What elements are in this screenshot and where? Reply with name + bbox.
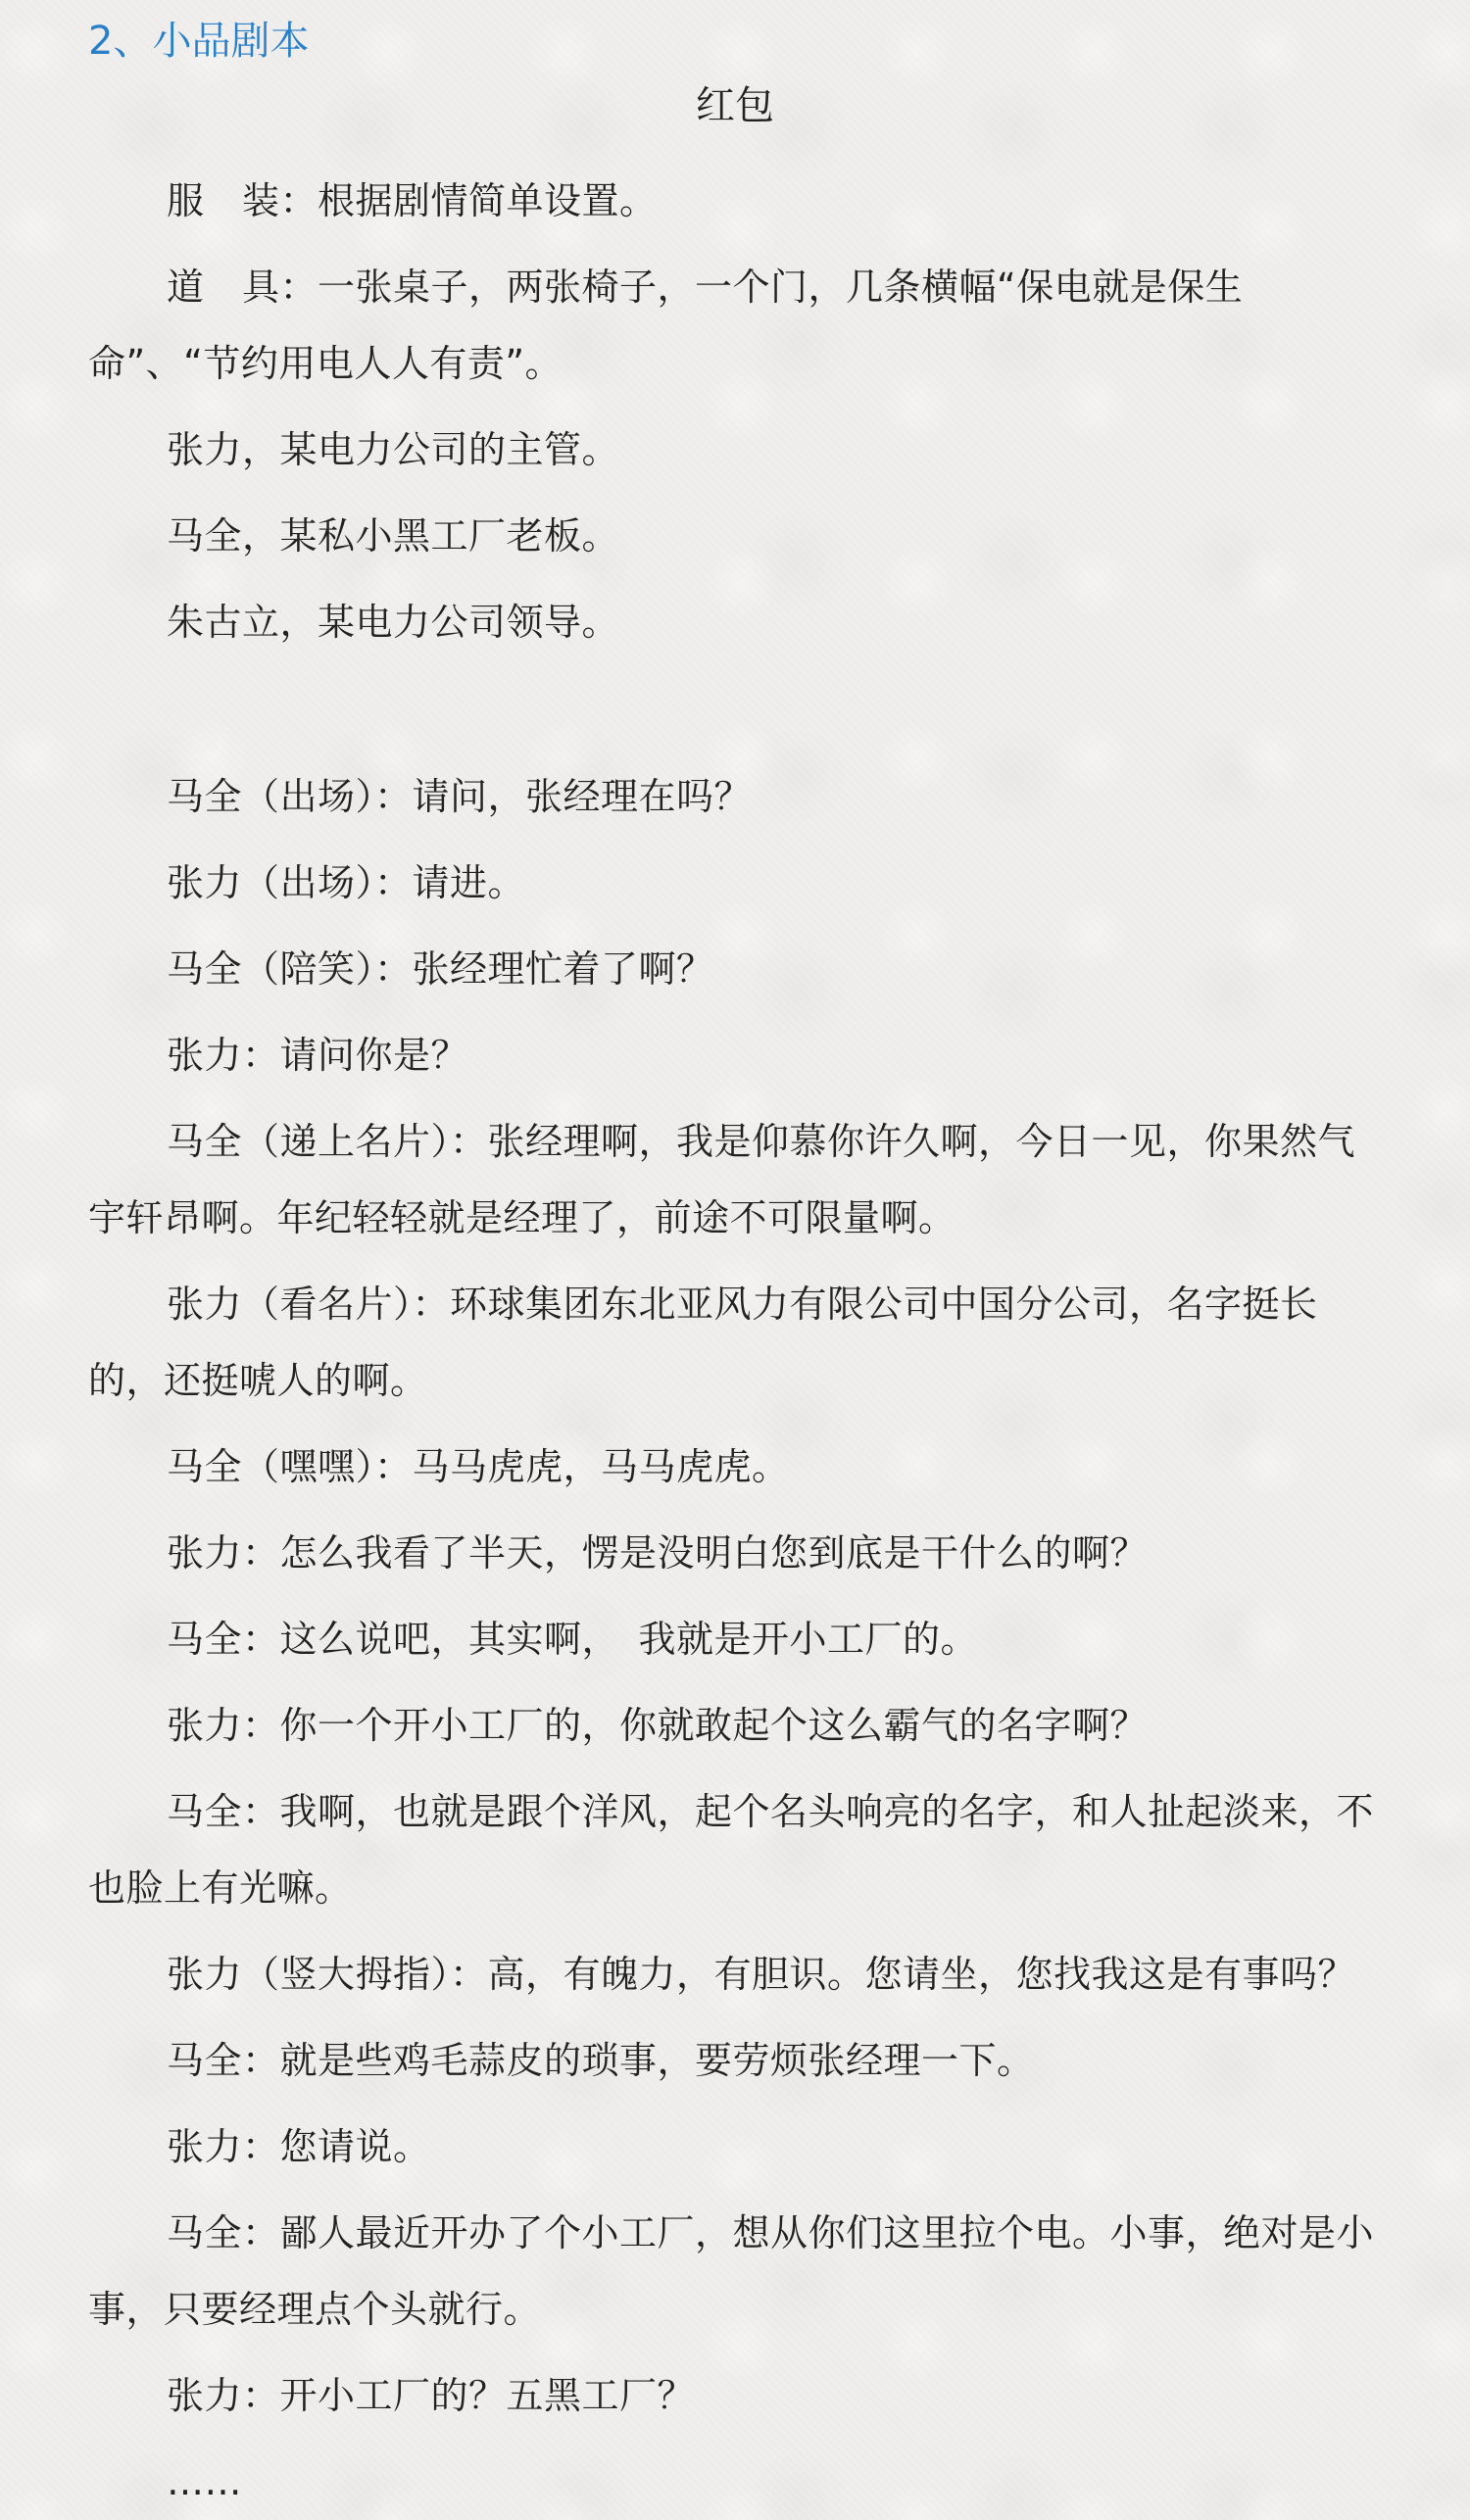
dialogue-line: 张力：怎么我看了半天，愣是没明白您到底是干什么的啊？ [167,1531,1149,1575]
dialogue-line: 马全（出场）：请问，张经理在吗？ [167,775,753,818]
dialogue-line: 张力（出场）：请进。 [167,861,526,904]
ellipsis: …… [167,2460,242,2503]
dialogue-line: 张力：请问你是？ [167,1034,469,1077]
dialogue-line: 马全：就是些鸡毛蒜皮的琐事，要劳烦张经理一下。 [167,2039,1035,2082]
script-body [88,163,1382,2520]
section-heading: 2、小品剧本 [88,19,310,64]
character-zhangli: 张力，某电力公司的主管。 [167,428,620,471]
dialogue-line: 马全：我啊，也就是跟个洋风，起个名头响亮的名字，和人扯起淡来，不也脸上有光嘛。 [88,1790,1375,1910]
dialogue-line: 张力：开小工厂的？五黑工厂？ [167,2374,696,2417]
dialogue-line: 马全（陪笑）：张经理忙着了啊？ [167,947,714,991]
costume-line: 服 装：根据剧情简单设置。 [167,179,658,222]
dialogue-line: 张力（竖大拇指）：高，有魄力，有胆识。您请坐，您找我这是有事吗？ [167,1953,1356,1996]
dialogue-line: 张力：你一个开小工厂的，你就敢起个这么霸气的名字啊？ [167,1704,1149,1747]
dialogue-line: 张力：您请说。 [167,2125,431,2168]
character-zhuguli: 朱古立，某电力公司领导。 [167,601,620,644]
dialogue-line: 马全：鄙人最近开办了个小工厂，想从你们这里拉个电。小事，绝对是小事，只要经理点个头就行。 [88,2211,1375,2331]
script-title: 红包 [696,83,774,128]
dialogue-line: 马全（嘿嘿）：马马虎虎，马马虎虎。 [167,1445,790,1488]
blank-line [88,670,1382,758]
props-line: 道 具：一张桌子，两张椅子，一个门，几条横幅“保电就是保生命”、“节约用电人人有责”。 [88,266,1244,385]
character-maquan: 马全，某私小黑工厂老板。 [167,514,620,557]
dialogue-line: 张力（看名片）：环球集团东北亚风力有限公司中国分公司，名字挺长的，还挺唬人的啊。 [88,1283,1318,1402]
dialogue-line: 马全（递上名片）：张经理啊，我是仰慕你许久啊，今日一见，你果然气宇轩昂啊。年纪轻轻就是经理了，前途不可限量啊。 [88,1120,1356,1239]
dialogue-line: 马全：这么说吧，其实啊， 我就是开小工厂的。 [167,1618,979,1661]
